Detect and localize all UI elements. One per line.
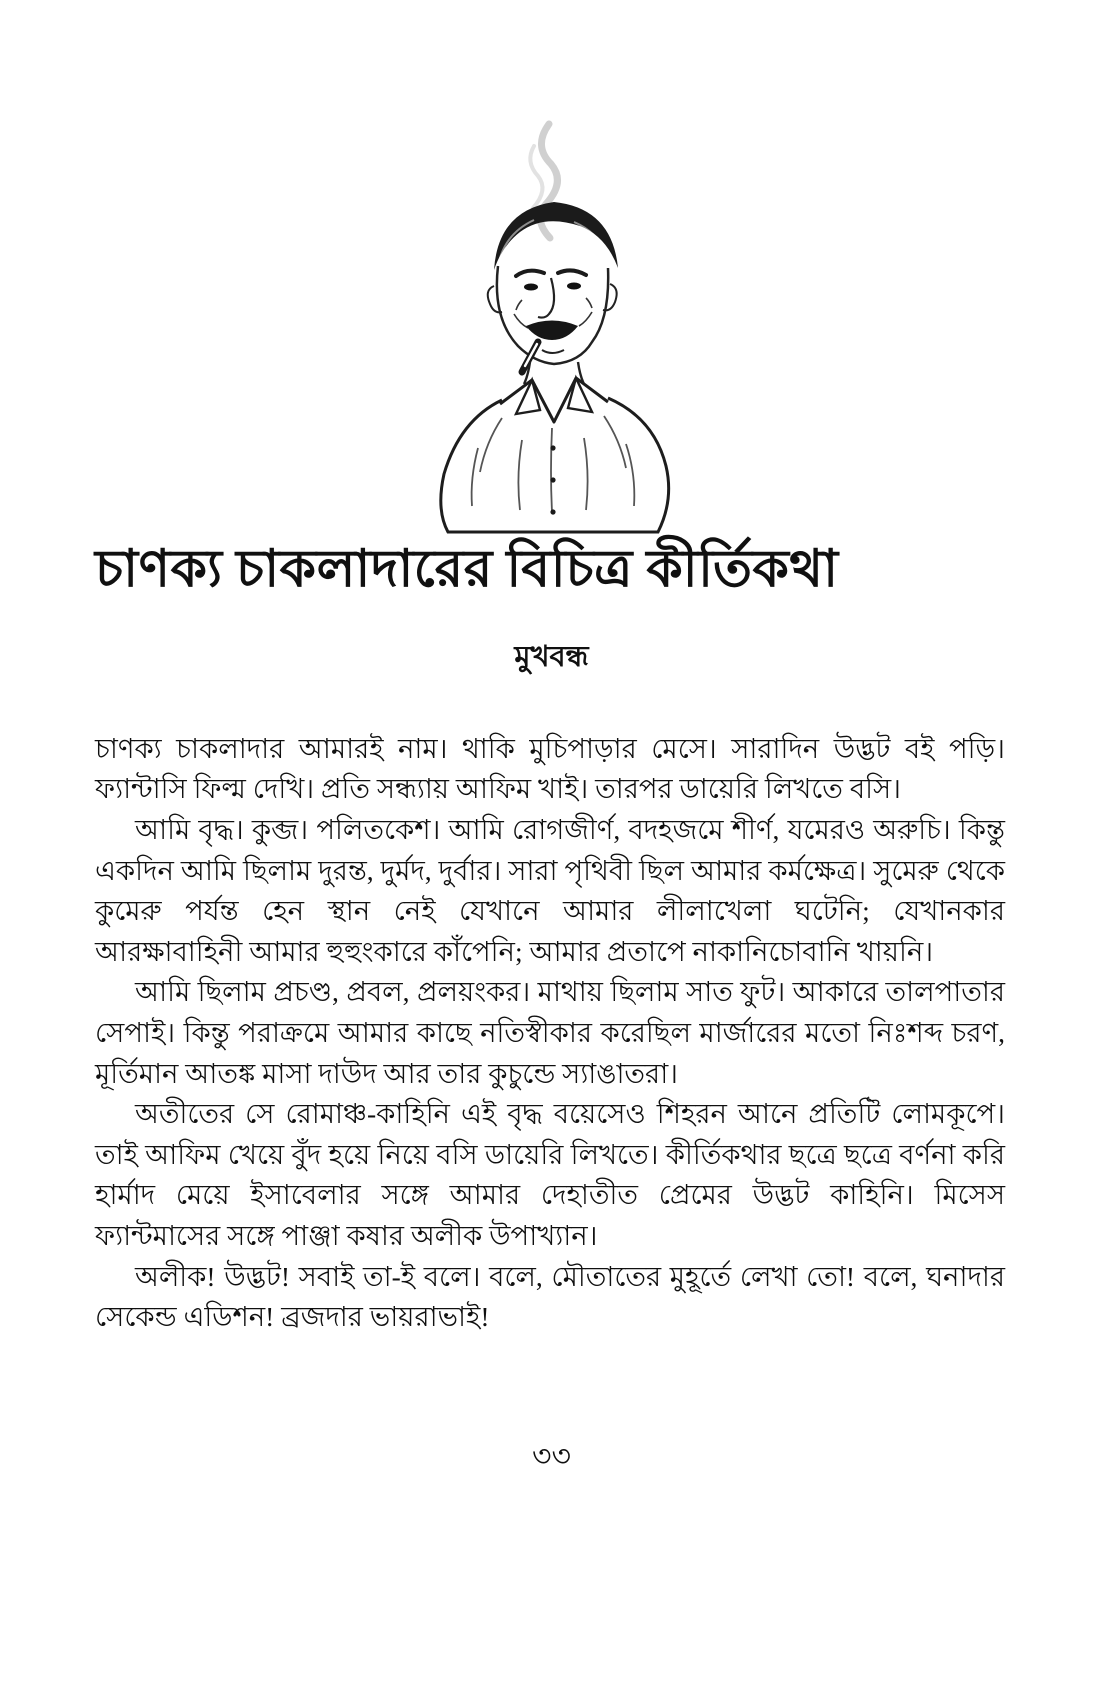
body-text <box>95 729 1005 1338</box>
paragraph: আমি ছিলাম প্রচণ্ড, প্রবল, প্রলয়ংকর। মাথায় ছিলাম সাত ফুট। আকারে তালপাতার সেপাই। কিন্তু পরাক্রমে আমার কাছে নতিস্বীকার করেছিল মার্জারের মতো নিঃশব্দ চরণ, মূর্তিমান আতঙ্ক মাসা দাউদ আর তার কুচুন্ডে স্যাঙাতরা। <box>95 976 1005 1089</box>
chapter-title: চাণক্য চাকলাদারের বিচিত্র কীর্তিকথা <box>95 541 839 598</box>
paragraph: অলীক! উদ্ভট! সবাই তা-ই বলে। বলে, মৌতাতের মুহূর্তে লেখা তো! বলে, ঘনাদার সেকেন্ড এডিশন! ব্রজদার ভায়রাভাই! <box>95 1260 1005 1333</box>
paragraph: অতীতের সে রোমাঞ্চ-কাহিনি এই বৃদ্ধ বয়েসেও শিহরন আনে প্রতিটি লোমকূপে। তাই আফিম খেয়ে বুঁদ হয়ে নিয়ে বসি ডায়েরি লিখতে। কীর্তিকথার ছত্রে ছত্রে বর্ণনা করি হার্মাদ মেয়ে ইসাবেলার সঙ্গে আমার দেহাতীত প্রেমের উদ্ভট কাহিনি। মিসেস ফ্যান্টমাসের সঙ্গে পাঞ্জা কষার অলীক উপাখ্যান। <box>95 1098 1005 1251</box>
old-man-smoking-illustration <box>382 118 722 518</box>
section-heading: মুখবন্ধ <box>514 640 589 673</box>
paragraph: চাণক্য চাকলাদার আমারই নাম। থাকি মুচিপাড়ার মেসে। সারাদিন উদ্ভট বই পড়ি। ফ্যান্টাসি ফিল্ম দেখি। প্রতি সন্ধ্যায় আফিম খাই। তারপর ডায়েরি লিখতে বসি। <box>95 732 1005 805</box>
page-number: ৩৩ <box>531 1440 571 1473</box>
old-man-smoking-sketch <box>382 118 722 538</box>
paragraph: আমি বৃদ্ধ। কুব্জ। পলিতকেশ। আমি রোগজীর্ণ, বদহজমে শীর্ণ, যমেরও অরুচি। কিন্তু একদিন আমি ছিলাম দুরন্ত, দুর্মদ, দুর্বার। সারা পৃথিবী ছিল আমার কর্মক্ষেত্র। সুমেরু থেকে কুমেরু পর্যন্ত হেন স্থান নেই যেখানে আমার লীলাখেলা ঘটেনি; যেখানকার আরক্ষাবাহিনী আমার হুহুংকারে কাঁপেনি; আমার প্রতাপে নাকানিচোবানি খায়নি। <box>95 813 1005 967</box>
